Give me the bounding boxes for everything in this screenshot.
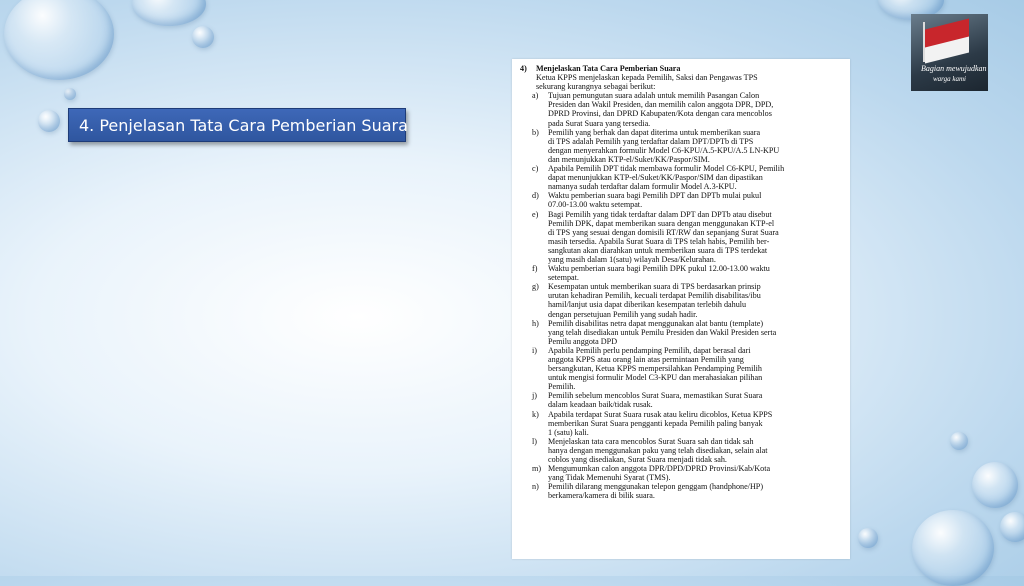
water-drop-decoration <box>132 0 206 26</box>
list-item-text: Menjelaskan tata cara mencoblos Surat Suara sah dan tidak sah hanya dengan menggunakan paku yang telah disediakan, selain alat coblos yang disediakan, Surat Suara menjadi tidak sah. <box>548 436 768 465</box>
list-item-label: b) <box>532 127 539 137</box>
list-item-text: Bagi Pemilih yang tidak terdaftar dalam DPT dan DPTb atau disebut Pemilih DPK, dapat memberikan suara dengan menggunakan KTP-el di TPS yang sesuai dengan domisili RT/RW dan sepanjang Surat Suara masih tersedia. Apabila Surat Suara di TPS telah habis, Pemilih ber- sangkutan akan diarahkan untuk memberikan suara di TPS terdekat yang masih dalam 1(satu) wilayah Desa/Kelurahan. <box>548 209 779 264</box>
list-item-text: Apabila Pemilih DPT tidak membawa formulir Model C6-KPU, Pemilih dapat menunjukkan KTP-el/Suket/KK/Paspor/SIM dan dipastikan namanya sudah terdaftar dalam formulir Model A.3-KPU. <box>548 164 785 192</box>
list-item <box>520 410 846 437</box>
heading-text: Menjelaskan Tata Cara Pemberian Suara <box>536 64 681 73</box>
list-item-text: Pemilih sebelum mencoblos Surat Suara, memastikan Surat Suara dalam keadaan baik/tidak rusak. <box>548 391 763 410</box>
document-heading <box>520 64 846 73</box>
list-item-text: Pemilih dilarang menggunakan telepon genggam (handphone/HP) berkamera/kamera di bilik suara. <box>548 482 764 501</box>
document-intro <box>520 73 846 91</box>
logo <box>911 14 988 91</box>
list-item-label: f) <box>532 264 538 274</box>
list-item-label: h) <box>532 318 539 328</box>
list-item <box>520 264 846 282</box>
document-page <box>512 59 850 559</box>
heading-number: 4) <box>520 64 527 73</box>
list-item <box>520 128 846 164</box>
list-item <box>520 282 846 318</box>
list-item <box>520 437 846 464</box>
list-item <box>520 91 846 127</box>
water-drop-decoration <box>64 88 76 100</box>
list-item-label: i) <box>532 345 537 355</box>
list-item-text: Mengumumkan calon anggota DPR/DPD/DPRD Provinsi/Kab/Kota yang Tidak Memenuhi Syarat (TMS). <box>548 464 771 483</box>
list-item-label: e) <box>532 209 539 219</box>
water-drop-decoration <box>972 462 1018 508</box>
list-item-label: m) <box>532 464 542 474</box>
list-item <box>520 346 846 391</box>
water-drop-decoration <box>4 0 114 80</box>
water-drop-decoration <box>1000 512 1024 542</box>
list-item <box>520 482 846 500</box>
list-item-label: k) <box>532 409 539 419</box>
list-item <box>520 191 846 209</box>
list-item <box>520 164 846 191</box>
list-item-label: n) <box>532 482 539 492</box>
slide-title: 4. Penjelasan Tata Cara Pemberian Suara <box>68 108 406 142</box>
list-item-label: d) <box>532 191 539 201</box>
list-item-label: a) <box>532 91 539 101</box>
logo-text-line-2: warga kami <box>933 75 966 83</box>
list-item <box>520 391 846 409</box>
water-drop-decoration <box>950 432 968 450</box>
list-item-text: Kesempatan untuk memberikan suara di TPS berdasarkan prinsip urutan kehadiran Pemilih, kecuali terdapat Pemilih disabilitas/ibu hamil/lanjut usia dapat diberikan kesempatan terlebih dahulu dengan persetujuan Pemilih yang sudah hadir. <box>548 282 761 319</box>
list-item-text: Pemilih yang berhak dan dapat diterima untuk memberikan suara di TPS adalah Pemilih yang terdaftar dalam DPT/DPTb di TPS dengan menyerahkan formulir Model C6-KPU/A.5-KPU/A.5 LN-KPU dan menunjukkan KTP-el/Suket/KK/Paspor/SIM. <box>548 127 780 164</box>
water-drop-decoration <box>38 110 60 132</box>
list-item <box>520 210 846 265</box>
water-drop-decoration <box>912 510 994 586</box>
list-item-label: g) <box>532 282 539 292</box>
list-item-text: Waktu pemberian suara bagi Pemilih DPT dan DPTb mulai pukul 07.00-13.00 waktu setempat. <box>548 191 762 210</box>
list-item-label: l) <box>532 436 537 446</box>
list-item <box>520 464 846 482</box>
water-drop-decoration <box>858 528 878 548</box>
intro-text: Ketua KPPS menjelaskan kepada Pemilih, Saksi dan Pengawas TPS sekurang kurangnya sebagai berikut: <box>536 73 758 92</box>
list-item-text: Pemilih disabilitas netra dapat menggunakan alat bantu (template) yang telah disediakan untuk Pemilu Presiden dan Wakil Presiden serta Pemilu anggota DPD <box>548 318 777 346</box>
water-drop-decoration <box>192 26 214 48</box>
list-item-label: j) <box>532 391 537 401</box>
list-item-text: Apabila terdapat Surat Suara rusak atau keliru dicoblos, Ketua KPPS memberikan Surat Suara pengganti kepada Pemilih paling banyak 1 (satu) kali. <box>548 409 773 437</box>
list-item-text: Tujuan pemungutan suara adalah untuk memilih Pasangan Calon Presiden dan Wakil Presiden, dan memilih calon anggota DPR, DPD, DPRD Provinsi, dan DPRD Kabupaten/Kota dengan cara mencoblos pada Surat Suara yang tersedia. <box>548 91 774 128</box>
logo-text-line-1: Bagian mewujudkan <box>921 64 987 73</box>
list-item-text: Waktu pemberian suara bagi Pemilih DPK pukul 12.00-13.00 waktu setempat. <box>548 264 770 283</box>
list-item-text: Apabila Pemilih perlu pendamping Pemilih, dapat berasal dari anggota KPPS atau orang lain atas permintaan Pemilih yang bersangkutan, Ketua KPPS mempersilahkan Pendamping Pemilih untuk mengisi formulir Model C3-KPU dan merahasiakan pilihan Pemilih. <box>548 345 763 392</box>
list-item-label: c) <box>532 164 539 174</box>
list-item <box>520 319 846 346</box>
